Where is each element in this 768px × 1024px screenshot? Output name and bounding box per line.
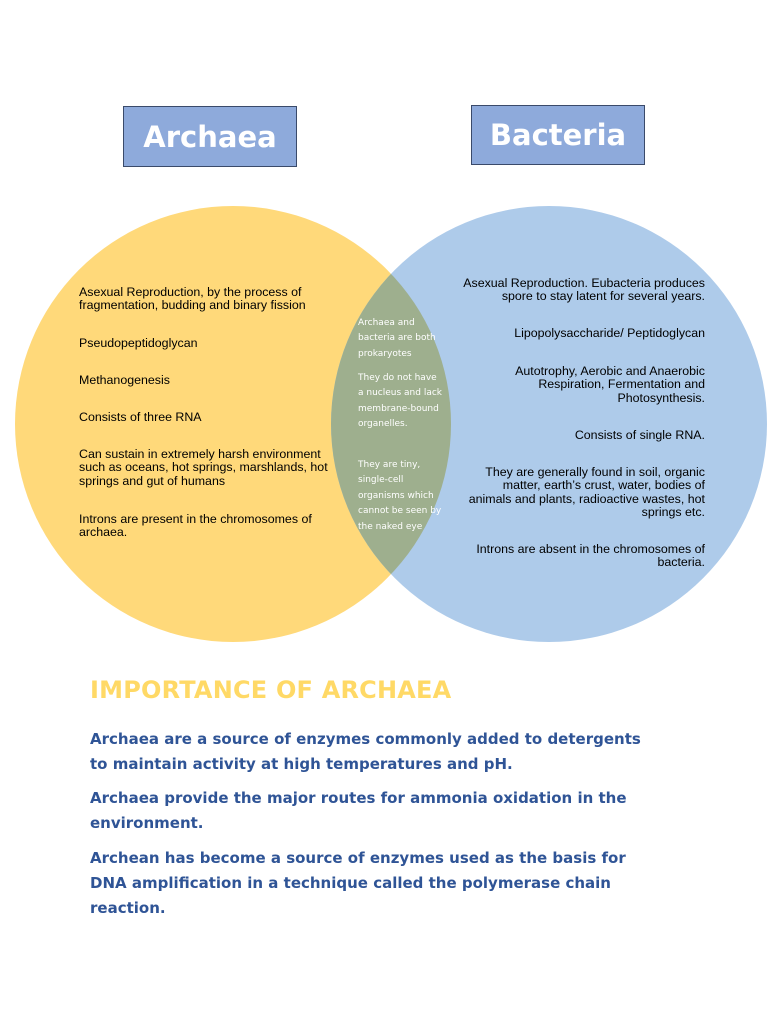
bacteria-fact: Consists of single RNA. bbox=[574, 428, 705, 442]
shared-fact: They are tiny, single-cell organisms which cannot be seen by the naked eye bbox=[358, 460, 442, 532]
bacteria-fact: Asexual Reproduction. Eubacteria produces spore to stay latent for several years. bbox=[463, 276, 705, 304]
shared-fact: They do not have a nucleus and lack membrane-bound organelles. bbox=[358, 373, 442, 430]
archaea-title: Archaea bbox=[123, 106, 297, 167]
archaea-fact: Asexual Reproduction, by the process of fragmentation, budding and binary fission bbox=[79, 285, 306, 313]
archaea-fact: Consists of three RNA bbox=[79, 410, 202, 424]
bacteria-fact: Introns are absent in the chromosomes of bacteria. bbox=[476, 542, 705, 570]
importance-heading: IMPORTANCE OF ARCHAEA bbox=[90, 676, 452, 704]
archaea-fact: Pseudopeptidoglycan bbox=[79, 336, 198, 350]
shared-fact: Archaea and bacteria are both prokaryotes bbox=[358, 318, 436, 359]
importance-item: Archean has become a source of enzymes used as the basis for DNA amplification in a technique called the polymerase chain reaction. bbox=[90, 849, 626, 917]
bacteria-fact: Autotrophy, Aerobic and Anaerobic Respiration, Fermentation and Photosynthesis. bbox=[515, 364, 705, 405]
importance-item: Archaea are a source of enzymes commonly added to detergents to maintain activity at high temperatures and pH. bbox=[90, 730, 641, 773]
archaea-fact: Methanogenesis bbox=[79, 373, 170, 387]
bacteria-fact: Lipopolysaccharide/ Peptidoglycan bbox=[514, 326, 705, 340]
bacteria-fact: They are generally found in soil, organic matter, earth’s crust, water, bodies of animals and plants, radioactive wastes, hot springs etc. bbox=[468, 465, 705, 520]
archaea-fact: Introns are present in the chromosomes of archaea. bbox=[79, 512, 312, 540]
importance-item: Archaea provide the major routes for ammonia oxidation in the environment. bbox=[90, 789, 627, 832]
bacteria-title: Bacteria bbox=[471, 105, 645, 165]
archaea-fact: Can sustain in extremely harsh environment such as oceans, hot springs, marshlands, hot springs and gut of humans bbox=[79, 447, 328, 488]
